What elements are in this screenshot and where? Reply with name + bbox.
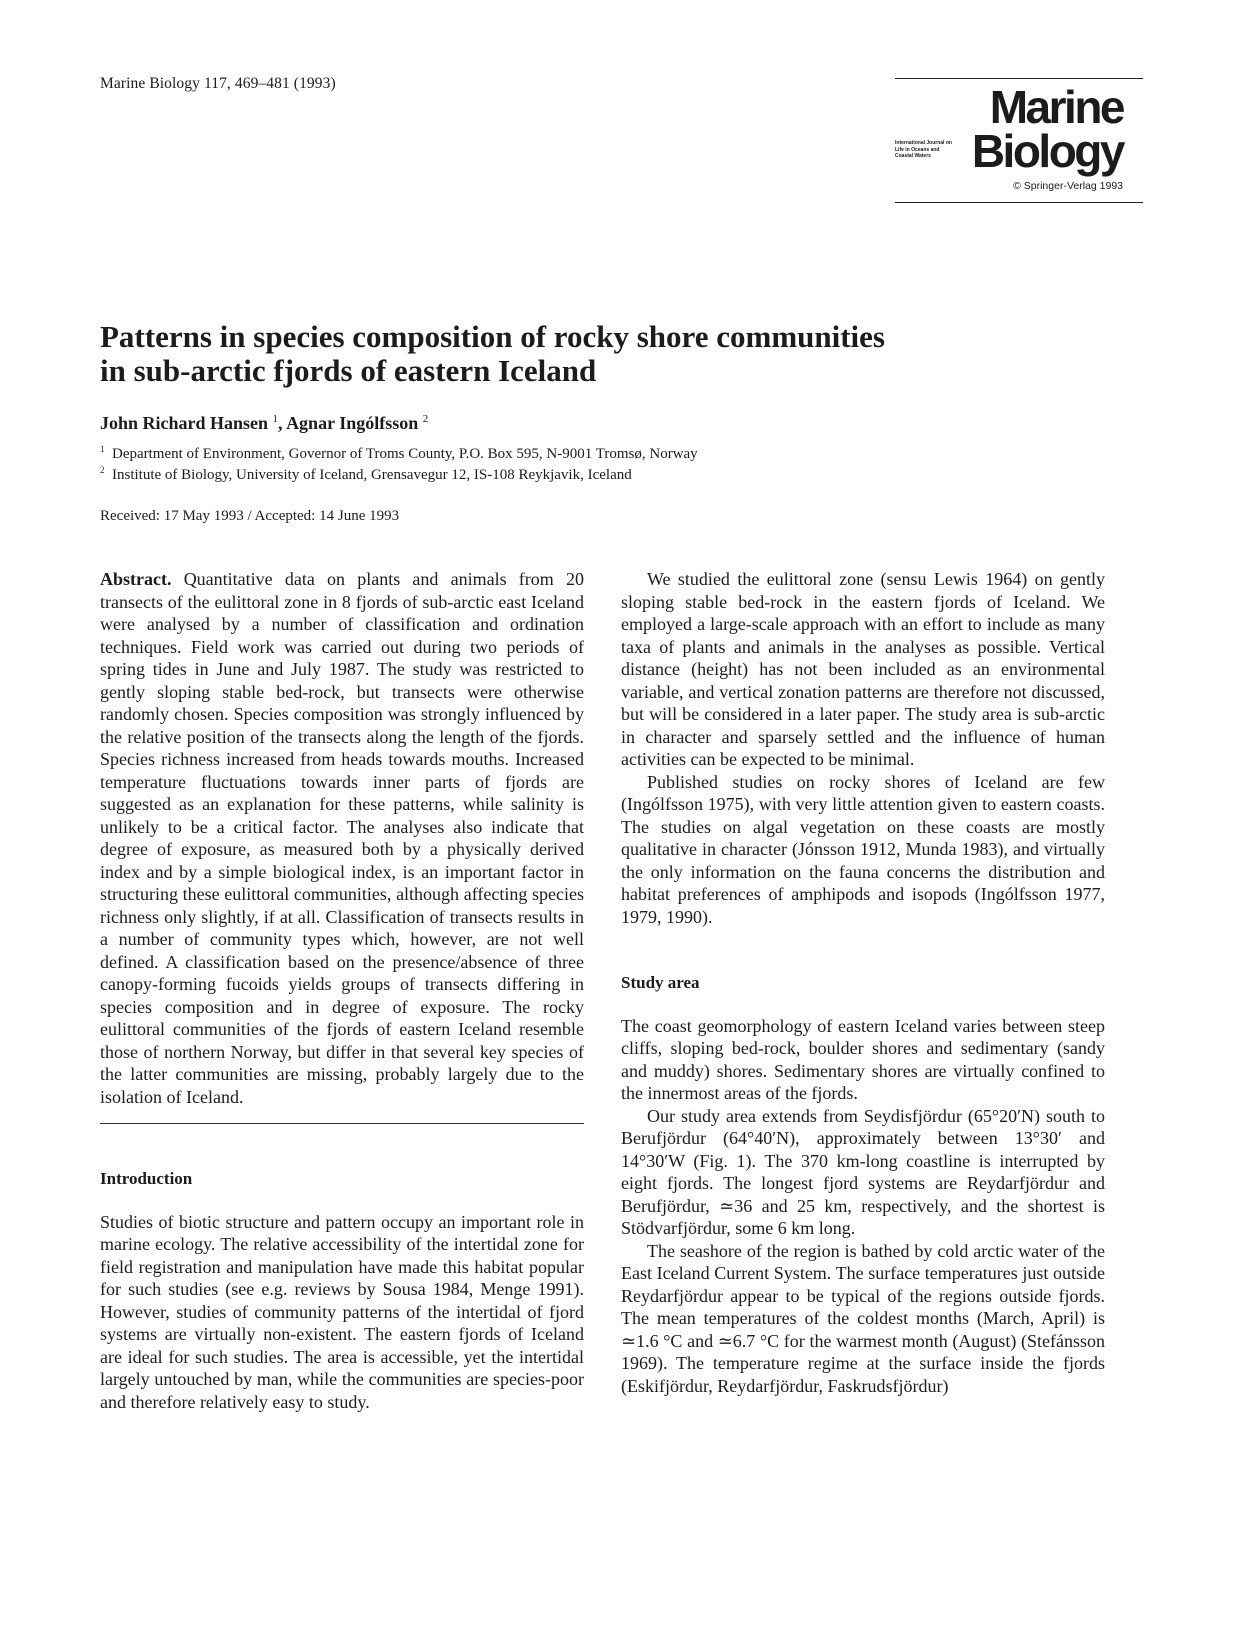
article-title <box>100 320 1050 388</box>
author-1: John Richard Hansen <box>100 413 269 433</box>
abstract <box>100 568 584 1108</box>
author-2-mark: 2 <box>422 413 429 425</box>
logo-biology-text: Biology <box>971 125 1123 177</box>
right-paragraph-1: We studied the eulittoral zone (sensu Lewis 1964) on gently sloping stable bed-rock in the eastern fjords of Iceland. We employed a large-scale approach with an effort to include as many taxa of plants and animals in the analyses as possible. Vertical distance (height) has not been included as an environmental variable, and vertical zonation patterns are therefore not discussed, but will be considered in a later paper. The study area is sub-arctic in character and sparsely settled and the influence of human activities can be expected to be minimal. <box>621 569 1105 769</box>
journal-citation: Marine Biology 117, 469–481 (1993) <box>100 75 336 92</box>
right-column <box>621 568 1105 1397</box>
affiliation-1-mark: 1 <box>100 444 105 454</box>
author-separator: , <box>278 413 287 433</box>
author-1-mark: 1 <box>272 413 279 425</box>
author-list <box>100 413 428 434</box>
logo-bottom-rule <box>895 202 1143 203</box>
study-area-heading: Study area <box>621 973 700 992</box>
title-line-1: Patterns in species composition of rocky shore communities <box>100 319 885 354</box>
logo-tagline: International Journal on Life in Oceans and Coastal Waters <box>895 140 952 159</box>
study-area-paragraph-2: Our study area extends from Seydisfjördur (65°20′N) south to Berufjördur (64°40′N), approximately between 13°30′ and 14°30′W (Fig. 1). The 370 km-long coastline is interrupted by eight fjords. The longest fjord systems are Reydarfjördur and Berufjördur, ≃36 and 25 km, respectively, and the shortest is Stödvarfjördur, some 6 km long. <box>621 1105 1105 1238</box>
abstract-text: Quantitative data on plants and animals from 20 transects of the eulittoral zone in 8 fjords of sub-arctic east Iceland were analysed by a number of classification and ordination techniques. Field work was carried out during two periods of spring tides in June and July 1987. The study was restricted to gently sloping stable bed-rock, but transects were otherwise randomly chosen. Species composition was strongly influenced by the relative position of the transects along the length of the fjords. Species richness increased from heads towards mouths. Increased temperature fluctuations towards inner parts of fjords are suggested as an explanation for these patterns, while salinity is unlikely to be a critical factor. The analyses also indicate that degree of exposure, as measured both by a physically derived index and by a simple biological index, is an important factor in structuring these eulittoral communities, although affecting species richness only slightly, if at all. Classification of transects results in a number of community types which, however, are not well defined. A classification based on the presence/absence of three canopy-forming fucoids yields groups of transects differing in species composition and in degree of exposure. The rocky eulittoral communities of the fjords of eastern Iceland resemble those of northern Norway, but differ in that several key species of the latter communities are missing, probably largely due to the isolation of Iceland. <box>100 569 584 1107</box>
study-area-paragraph-3: The seashore of the region is bathed by cold arctic water of the East Iceland Current System. The surface temperatures just outside Reydarfjördur appear to be typical of the regions outside fjords. The mean temperatures of the coldest months (March, April) is ≃1.6 °C and ≃6.7 °C for the warmest month (August) (Stefánsson 1969). The temperature regime at the surface inside the fjords (Eskifjördur, Reydarfjördur, Faskrudsfjördur) <box>621 1240 1105 1396</box>
affiliation-2-mark: 2 <box>100 465 105 475</box>
left-column <box>100 568 584 1413</box>
right-paragraph-2: Published studies on rocky shores of Iceland are few (Ingólfsson 1975), with very little attention given to eastern coasts. The studies on algal vegetation on these coasts are mostly qualitative in character (Jónsson 1912, Munda 1983), and virtually the only information on the fauna concerns the distribution and habitat preferences of amphipods and isopods (Ingólfsson 1977, 1979, 1990). <box>621 771 1105 927</box>
affiliation-2-text: Institute of Biology, University of Iceland, Grensavegur 12, IS-108 Reykjavik, Iceland <box>112 467 632 483</box>
abstract-label: Abstract. <box>100 569 172 589</box>
logo-top-rule <box>895 78 1143 79</box>
study-area-paragraph-1: The coast geomorphology of eastern Iceland varies between steep cliffs, sloping bed-rock, boulder shores and sedimentary (sandy and muddy) shores. Sedimentary shores are virtually confined to the innermost areas of the fjords. <box>621 1015 1105 1103</box>
affiliation-1 <box>100 444 698 463</box>
author-2: Agnar Ingólfsson <box>286 413 419 433</box>
logo-copyright: © Springer-Verlag 1993 <box>1013 180 1123 192</box>
affiliation-1-text: Department of Environment, Governor of Troms County, P.O. Box 595, N-9001 Tromsø, Norway <box>112 446 698 462</box>
received-accepted-dates: Received: 17 May 1993 / Accepted: 14 June 1993 <box>100 508 400 524</box>
introduction-heading: Introduction <box>100 1169 193 1188</box>
journal-logo <box>895 78 1145 206</box>
logo-marine-text: Marine <box>989 81 1123 133</box>
introduction-paragraph: Studies of biotic structure and pattern occupy an important role in marine ecology. The relative accessibility of the intertidal zone for field registration and manipulation have made this habitat popular for such studies (see e.g. reviews by Sousa 1984, Menge 1991). However, studies of community patterns of the intertidal of fjord systems are virtually non-existent. The eastern fjords of Iceland are ideal for such studies. The area is accessible, yet the intertidal largely untouched by man, while the communities are species-poor and therefore relatively easy to study. <box>100 1211 584 1412</box>
affiliation-2 <box>100 465 632 484</box>
title-line-2: in sub-arctic fjords of eastern Iceland <box>100 353 597 388</box>
